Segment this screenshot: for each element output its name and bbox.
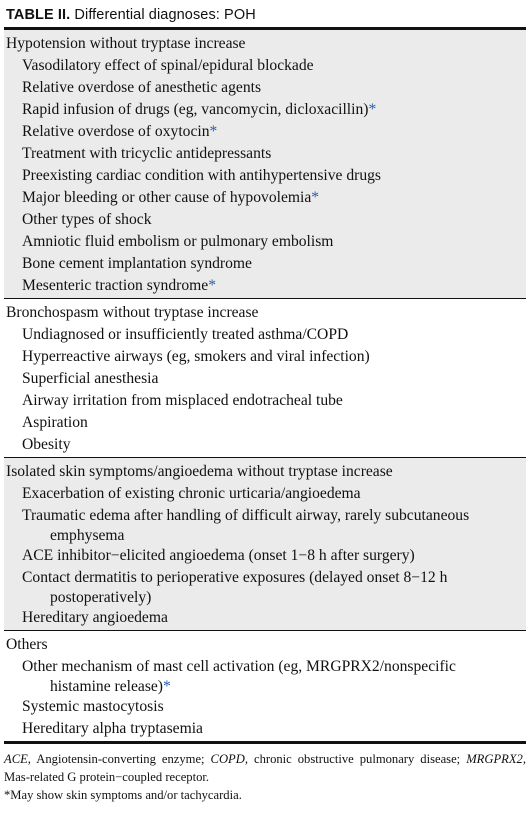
item-text: Hereditary angioedema <box>22 609 168 626</box>
table-footnotes <box>4 744 526 804</box>
table-section <box>4 631 526 741</box>
list-item <box>4 121 526 143</box>
copd-abbr: COPD, <box>210 752 248 766</box>
item-text: Hereditary alpha tryptasemia <box>22 720 203 737</box>
item-text: Vasodilatory effect of spinal/epidural blockade <box>22 57 314 74</box>
list-item <box>4 656 526 696</box>
list-item <box>4 324 526 346</box>
item-text: Other types of shock <box>22 211 152 228</box>
item-text: ACE inhibitor−elicited angioedema (onset 1−8 h after surgery) <box>22 547 415 564</box>
item-text-continuation <box>22 678 526 696</box>
section-category: Bronchospasm without tryptase increase <box>6 304 259 321</box>
list-item <box>4 231 526 253</box>
abbreviations-note <box>4 750 526 786</box>
item-text: Obesity <box>22 436 71 453</box>
item-continuation-text: emphysema <box>50 527 125 544</box>
footnote-marker: * <box>311 189 320 206</box>
table-section <box>4 299 526 457</box>
item-text: Preexisting cardiac condition with antihypertensive drugs <box>22 167 381 184</box>
item-text: Undiagnosed or insufficiently treated asthma/COPD <box>22 326 349 343</box>
list-item <box>4 718 526 740</box>
footnote-marker: * <box>163 678 171 695</box>
list-item <box>4 77 526 99</box>
list-item <box>4 275 526 297</box>
item-text: Superficial anesthesia <box>22 370 159 387</box>
footnote-marker: * <box>368 101 377 118</box>
ace-abbr: ACE, <box>4 752 31 766</box>
list-item <box>4 99 526 121</box>
list-item <box>4 187 526 209</box>
item-text: Aspiration <box>22 414 88 431</box>
list-item <box>4 253 526 275</box>
section-category: Others <box>6 636 48 653</box>
mrg-abbr: MRGPRX2, <box>466 752 526 766</box>
list-item <box>4 165 526 187</box>
list-item <box>4 567 526 607</box>
item-text: Airway irritation from misplaced endotracheal tube <box>22 392 343 409</box>
section-category: Hypotension without tryptase increase <box>6 35 246 52</box>
table-label: TABLE II. <box>6 7 71 23</box>
item-text: Other mechanism of mast cell activation (eg, MRGPRX2/nonspecific <box>22 658 456 675</box>
item-text: Treatment with tricyclic antidepressants <box>22 145 272 162</box>
list-item <box>4 696 526 718</box>
table-caption: Differential diagnoses: POH <box>74 7 256 23</box>
item-continuation-text: postoperatively) <box>50 589 152 606</box>
star-note: *May show skin symptoms and/or tachycardia. <box>4 788 242 802</box>
item-text: Exacerbation of existing chronic urticaria/angioedema <box>22 485 361 502</box>
item-text: Major bleeding or other cause of hypovolemia <box>22 189 312 206</box>
mrg-def: Mas-related G protein−coupled receptor. <box>4 770 210 784</box>
list-item <box>4 368 526 390</box>
footnote-marker: * <box>208 277 216 294</box>
list-item <box>4 55 526 77</box>
item-text: Bone cement implantation syndrome <box>22 255 252 272</box>
item-text: Mesenteric traction syndrome <box>22 277 209 294</box>
item-text: Rapid infusion of drugs (eg, vancomycin, dicloxacillin) <box>22 101 369 118</box>
list-item <box>4 434 526 456</box>
table-section <box>4 30 526 298</box>
list-item <box>4 390 526 412</box>
table-section <box>4 458 526 630</box>
item-continuation-text: histamine release) <box>50 678 164 695</box>
table-body <box>4 30 526 741</box>
item-text: Relative overdose of anesthetic agents <box>22 79 262 96</box>
copd-def: chronic obstructive pulmonary disease; <box>247 752 467 766</box>
item-text: Contact dermatitis to perioperative exposures (delayed onset 8−12 h <box>22 569 448 586</box>
item-text-continuation <box>22 589 526 607</box>
item-text: Traumatic edema after handling of difficult airway, rarely subcutaneous <box>22 507 470 524</box>
footnote-marker: * <box>209 123 218 140</box>
list-item <box>4 545 526 567</box>
list-item <box>4 346 526 368</box>
table-title <box>4 3 526 27</box>
section-category: Isolated skin symptoms/angioedema without tryptase increase <box>6 463 393 480</box>
list-item <box>4 483 526 505</box>
list-item <box>4 412 526 434</box>
item-text-continuation <box>22 527 526 545</box>
item-text: Relative overdose of oxytocin <box>22 123 210 140</box>
item-text: Systemic mastocytosis <box>22 698 164 715</box>
list-item <box>4 209 526 231</box>
item-text: Hyperreactive airways (eg, smokers and viral infection) <box>22 348 370 365</box>
list-item <box>4 505 526 545</box>
list-item <box>4 607 526 629</box>
item-text: Amniotic fluid embolism or pulmonary embolism <box>22 233 334 250</box>
ace-def: Angiotensin-converting enzyme; <box>30 752 211 766</box>
table-figure <box>4 3 526 804</box>
list-item <box>4 143 526 165</box>
